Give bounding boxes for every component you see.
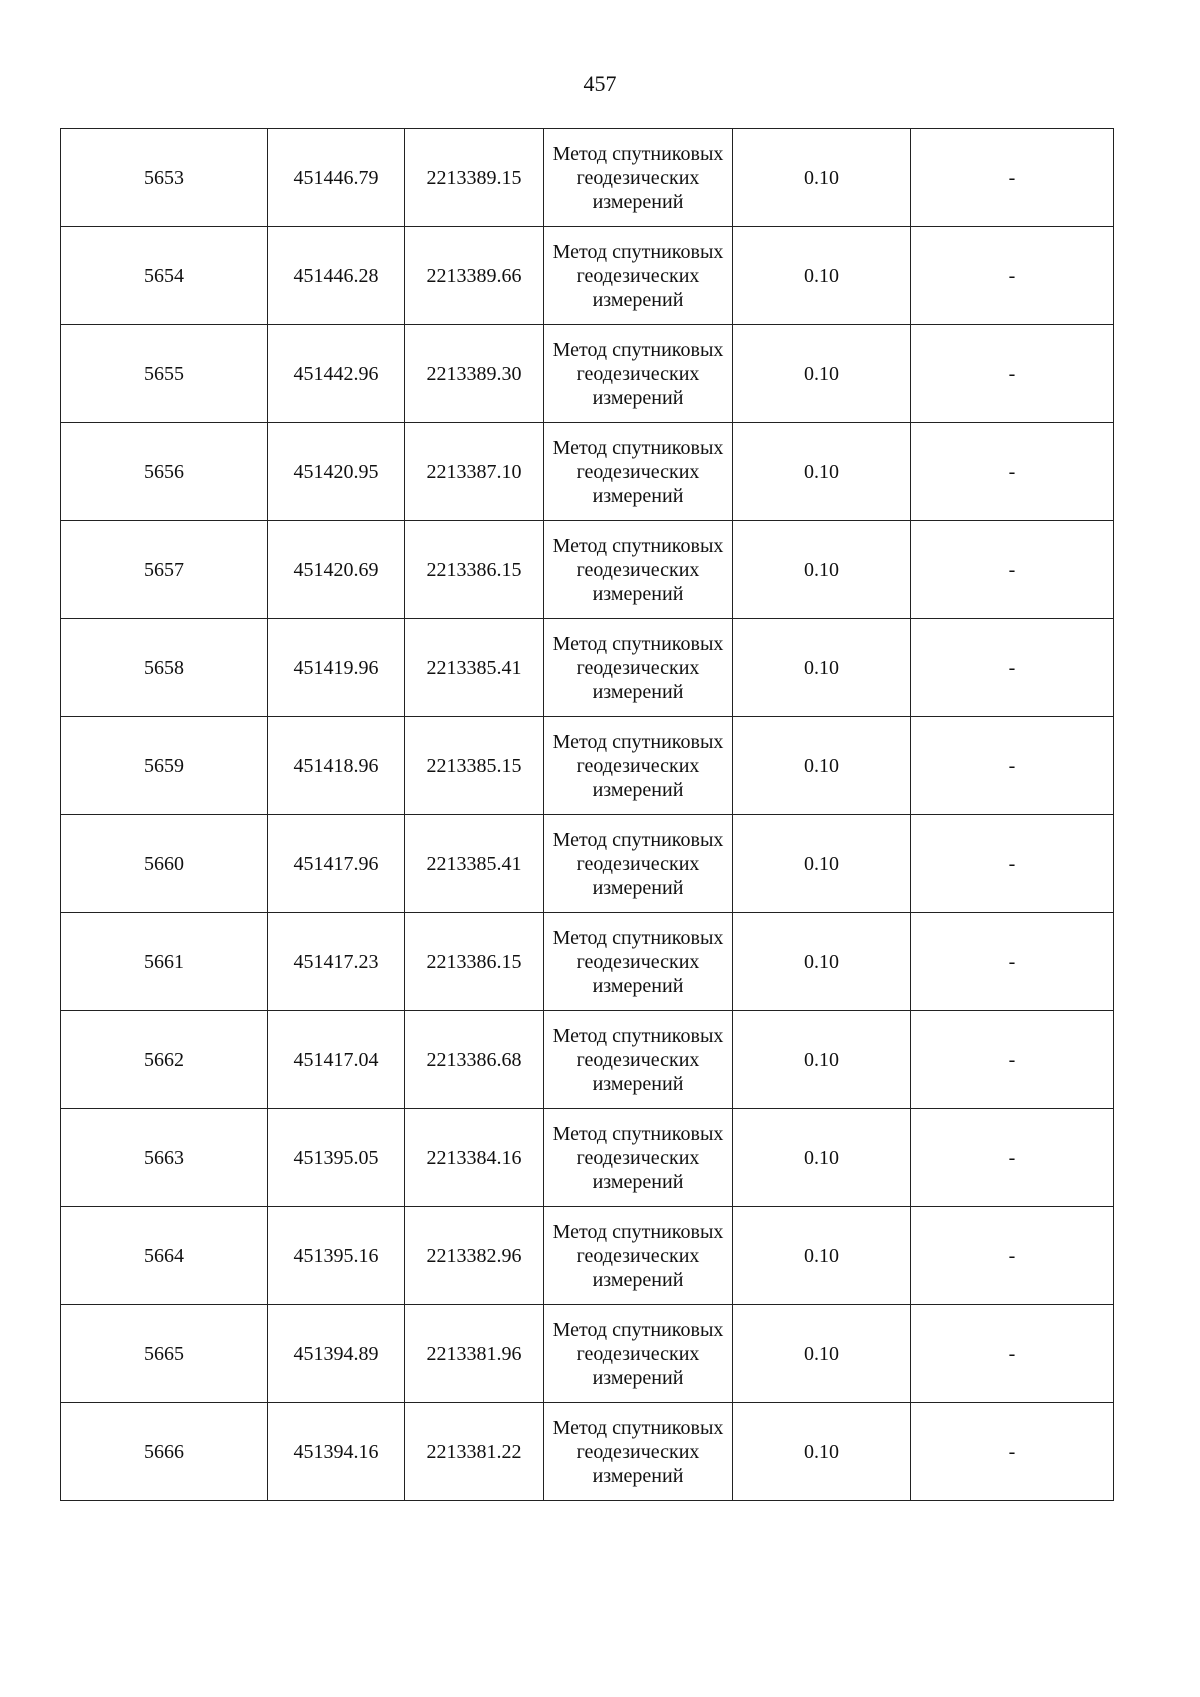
x-coordinate-cell: 451417.96 <box>268 815 405 913</box>
method-text: Метод спутниковых геодезических измерений <box>552 1220 724 1291</box>
method-text: Метод спутниковых геодезических измерений <box>552 534 724 605</box>
x-coordinate-cell: 451394.16 <box>268 1403 405 1501</box>
x-coordinate-cell: 451417.23 <box>268 913 405 1011</box>
method-cell <box>544 717 733 815</box>
table-row <box>61 423 1114 521</box>
point-number-cell: 5653 <box>61 129 268 227</box>
y-coordinate-cell: 2213386.68 <box>405 1011 544 1109</box>
y-coordinate-cell: 2213386.15 <box>405 521 544 619</box>
x-coordinate-cell: 451395.05 <box>268 1109 405 1207</box>
point-number-cell: 5657 <box>61 521 268 619</box>
point-number-cell: 5655 <box>61 325 268 423</box>
point-number-cell: 5664 <box>61 1207 268 1305</box>
table-row <box>61 1305 1114 1403</box>
y-coordinate-cell: 2213389.30 <box>405 325 544 423</box>
method-cell <box>544 619 733 717</box>
y-coordinate-cell: 2213385.15 <box>405 717 544 815</box>
accuracy-cell: 0.10 <box>733 913 911 1011</box>
table-row <box>61 913 1114 1011</box>
point-number-cell: 5663 <box>61 1109 268 1207</box>
point-number-cell: 5658 <box>61 619 268 717</box>
method-text: Метод спутниковых геодезических измерений <box>552 1318 724 1389</box>
method-cell <box>544 1109 733 1207</box>
y-coordinate-cell: 2213382.96 <box>405 1207 544 1305</box>
method-text: Метод спутниковых геодезических измерений <box>552 142 724 213</box>
method-text: Метод спутниковых геодезических измерений <box>552 1024 724 1095</box>
note-cell: - <box>911 521 1114 619</box>
note-cell: - <box>911 227 1114 325</box>
accuracy-cell: 0.10 <box>733 619 911 717</box>
point-number-cell: 5656 <box>61 423 268 521</box>
x-coordinate-cell: 451420.69 <box>268 521 405 619</box>
method-text: Метод спутниковых геодезических измерений <box>552 240 724 311</box>
accuracy-cell: 0.10 <box>733 227 911 325</box>
method-text: Метод спутниковых геодезических измерений <box>552 1122 724 1193</box>
point-number-cell: 5661 <box>61 913 268 1011</box>
coordinates-table-body <box>61 129 1114 1501</box>
y-coordinate-cell: 2213381.96 <box>405 1305 544 1403</box>
x-coordinate-cell: 451442.96 <box>268 325 405 423</box>
point-number-cell: 5665 <box>61 1305 268 1403</box>
method-text: Метод спутниковых геодезических измерений <box>552 632 724 703</box>
point-number-cell: 5666 <box>61 1403 268 1501</box>
note-cell: - <box>911 1403 1114 1501</box>
y-coordinate-cell: 2213385.41 <box>405 619 544 717</box>
method-text: Метод спутниковых геодезических измерений <box>552 926 724 997</box>
x-coordinate-cell: 451446.79 <box>268 129 405 227</box>
method-text: Метод спутниковых геодезических измерений <box>552 436 724 507</box>
accuracy-cell: 0.10 <box>733 129 911 227</box>
x-coordinate-cell: 451395.16 <box>268 1207 405 1305</box>
y-coordinate-cell: 2213387.10 <box>405 423 544 521</box>
table-row <box>61 521 1114 619</box>
table-row <box>61 1403 1114 1501</box>
accuracy-cell: 0.10 <box>733 1207 911 1305</box>
note-cell: - <box>911 913 1114 1011</box>
note-cell: - <box>911 1305 1114 1403</box>
table-row <box>61 717 1114 815</box>
accuracy-cell: 0.10 <box>733 1011 911 1109</box>
point-number-cell: 5654 <box>61 227 268 325</box>
table-row <box>61 325 1114 423</box>
method-text: Метод спутниковых геодезических измерений <box>552 828 724 899</box>
x-coordinate-cell: 451418.96 <box>268 717 405 815</box>
method-cell <box>544 423 733 521</box>
note-cell: - <box>911 1207 1114 1305</box>
y-coordinate-cell: 2213384.16 <box>405 1109 544 1207</box>
method-cell <box>544 815 733 913</box>
table-row <box>61 129 1114 227</box>
accuracy-cell: 0.10 <box>733 325 911 423</box>
table-row <box>61 1207 1114 1305</box>
y-coordinate-cell: 2213389.66 <box>405 227 544 325</box>
accuracy-cell: 0.10 <box>733 1305 911 1403</box>
note-cell: - <box>911 129 1114 227</box>
method-cell <box>544 1207 733 1305</box>
method-cell <box>544 129 733 227</box>
method-cell <box>544 227 733 325</box>
note-cell: - <box>911 1011 1114 1109</box>
point-number-cell: 5662 <box>61 1011 268 1109</box>
note-cell: - <box>911 619 1114 717</box>
accuracy-cell: 0.10 <box>733 1109 911 1207</box>
x-coordinate-cell: 451394.89 <box>268 1305 405 1403</box>
x-coordinate-cell: 451419.96 <box>268 619 405 717</box>
point-number-cell: 5659 <box>61 717 268 815</box>
accuracy-cell: 0.10 <box>733 815 911 913</box>
method-cell <box>544 521 733 619</box>
method-text: Метод спутниковых геодезических измерений <box>552 338 724 409</box>
accuracy-cell: 0.10 <box>733 717 911 815</box>
table-row <box>61 227 1114 325</box>
coordinates-table <box>60 128 1114 1501</box>
note-cell: - <box>911 717 1114 815</box>
table-row <box>61 619 1114 717</box>
x-coordinate-cell: 451446.28 <box>268 227 405 325</box>
page-number: 457 <box>583 71 617 96</box>
method-cell <box>544 1403 733 1501</box>
y-coordinate-cell: 2213389.15 <box>405 129 544 227</box>
y-coordinate-cell: 2213385.41 <box>405 815 544 913</box>
method-text: Метод спутниковых геодезических измерений <box>552 730 724 801</box>
note-cell: - <box>911 815 1114 913</box>
x-coordinate-cell: 451420.95 <box>268 423 405 521</box>
y-coordinate-cell: 2213386.15 <box>405 913 544 1011</box>
y-coordinate-cell: 2213381.22 <box>405 1403 544 1501</box>
table-row <box>61 1011 1114 1109</box>
table-row <box>61 815 1114 913</box>
note-cell: - <box>911 325 1114 423</box>
method-cell <box>544 1305 733 1403</box>
accuracy-cell: 0.10 <box>733 521 911 619</box>
method-cell <box>544 325 733 423</box>
method-text: Метод спутниковых геодезических измерений <box>552 1416 724 1487</box>
accuracy-cell: 0.10 <box>733 423 911 521</box>
note-cell: - <box>911 1109 1114 1207</box>
point-number-cell: 5660 <box>61 815 268 913</box>
x-coordinate-cell: 451417.04 <box>268 1011 405 1109</box>
method-cell <box>544 913 733 1011</box>
note-cell: - <box>911 423 1114 521</box>
table-row <box>61 1109 1114 1207</box>
method-cell <box>544 1011 733 1109</box>
accuracy-cell: 0.10 <box>733 1403 911 1501</box>
